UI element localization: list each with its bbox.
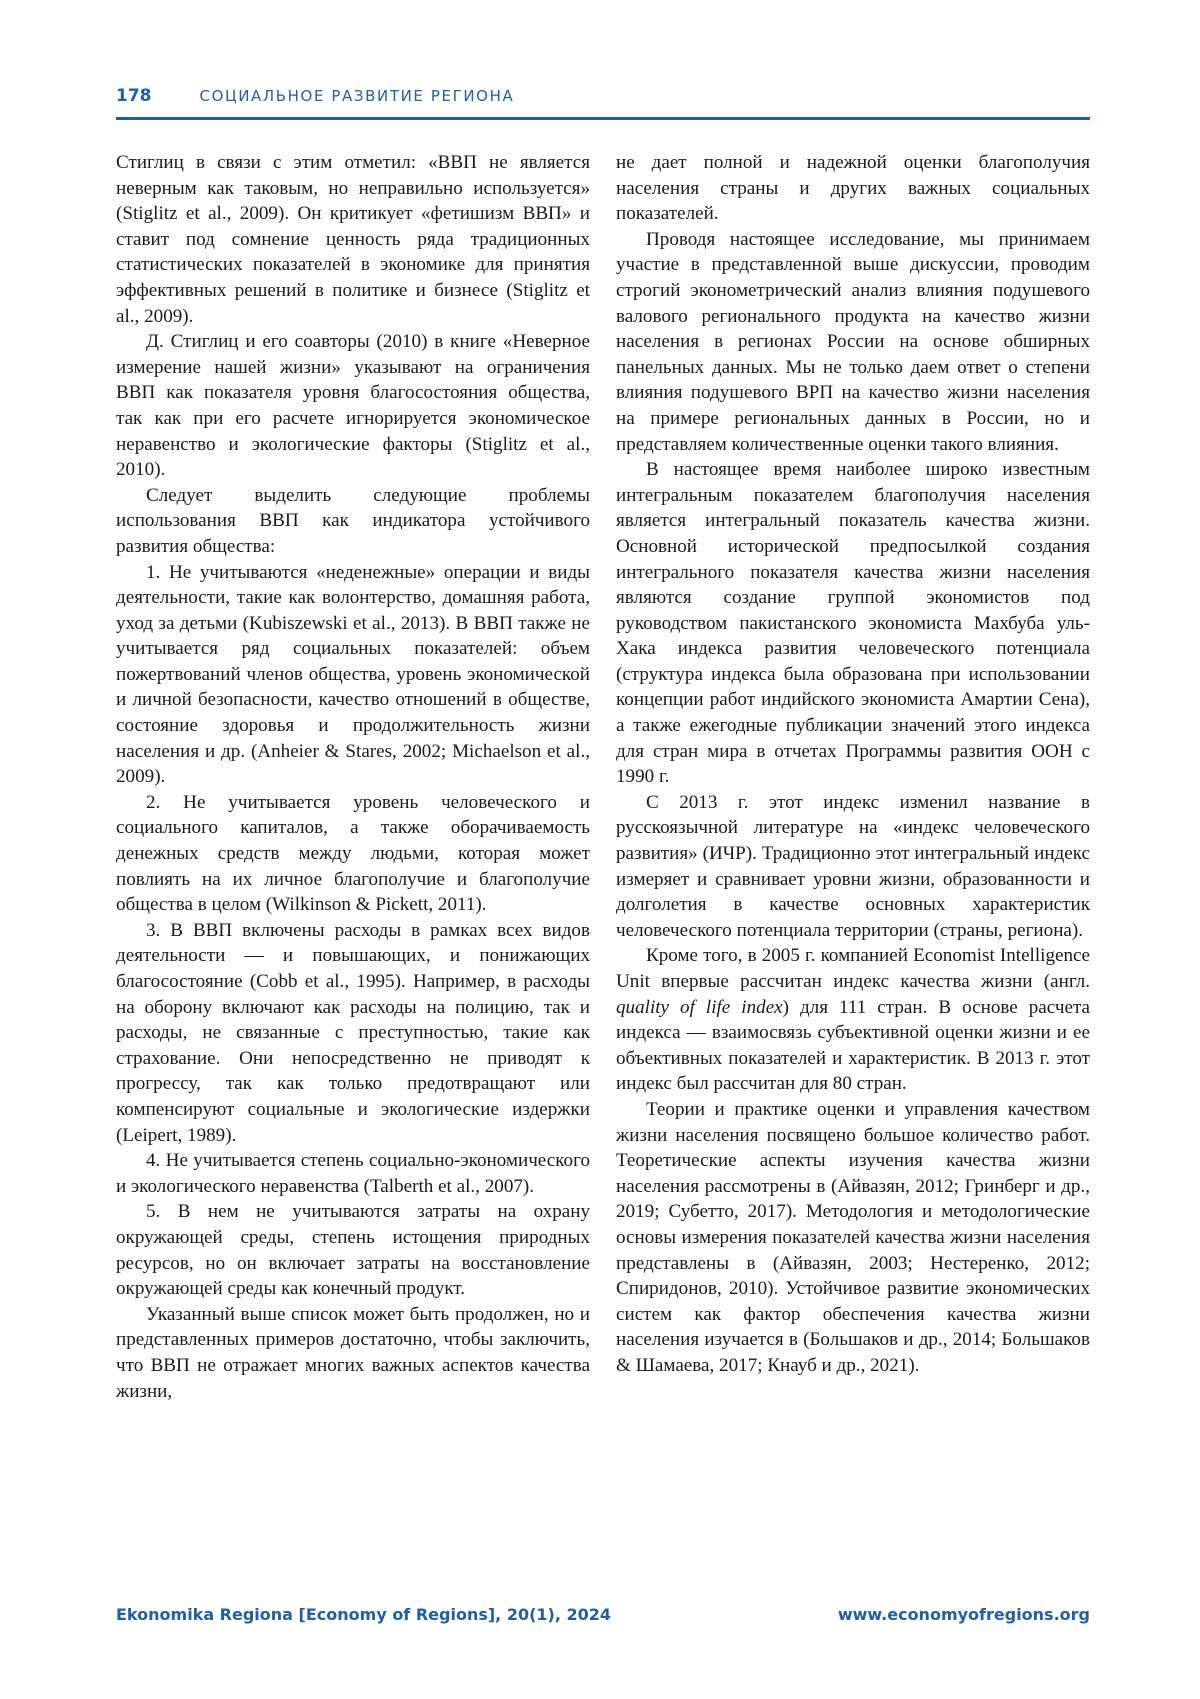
paragraph: Проводя настоящее исследование, мы принимаем участие в представленной выше дискуссии, проводим строгий эконометрический анализ влияния подушевого валового регионального продукта на качество жизни населения в регионах России на основе обширных панельных данных. Мы не только даем ответ о степени влияния подушевого ВРП на качество жизни населения на примере региональных данных в России, но и представляем количественные оценки такого влияния.	[616, 228, 1090, 455]
section-title: СОЦИАЛЬНОЕ РАЗВИТИЕ РЕГИОНА	[199, 87, 515, 105]
paragraph: Следует выделить следующие проблемы использования ВВП как индикатора устойчивого развития общества:	[116, 484, 590, 557]
page-header	[116, 86, 1090, 114]
list-item: 4. Не учитывается степень социально-экономического и экологического неравенства (Talberth et al., 2007).	[116, 1150, 590, 1197]
page-number: 178	[116, 86, 152, 106]
list-item: 3. В ВВП включены расходы в рамках всех видов деятельности — и повышающих, и понижающих благосостояние (Cobb et al., 1995). Например, в расходы на оборону включают как расходы на полицию, так и расходы, не связанные с преступностью, такие как страхование. Они непосредственно не приводят к прогрессу, так как только предотвращают или компенсируют социальные и экологические издержки (Leipert, 1989).	[116, 919, 590, 1146]
left-column	[116, 150, 590, 1404]
paragraph-text: Кроме того, в 2005 г. компанией Economist Intelligence Unit впервые рассчитан индекс качества жизни (англ.	[616, 945, 1090, 992]
italic-term: quality of life index	[616, 996, 783, 1018]
paragraph: не дает полной и надежной оценки благополучия населения страны и других важных социальных показателей.	[616, 152, 1090, 225]
journal-website-link[interactable]: www.economyofregions.org	[837, 1605, 1090, 1624]
paragraph: Стиглиц в связи с этим отметил: «ВВП не является неверным как таковым, но неправильно используется» (Stiglitz et al., 2009). Он критикует «фетишизм ВВП» и ставит под сомнение ценность ряда традиционных статистических показателей в экономике для принятия эффективных решений в политике и бизнесе (Stiglitz et al., 2009).	[116, 152, 590, 327]
paragraph: Д. Стиглиц и его соавторы (2010) в книге «Неверное измерение нашей жизни» указывают на ограничения ВВП как показателя уровня благосостояния общества, так как при его расчете игнорируется экономическое неравенство и экологические факторы (Stiglitz et al., 2010).	[116, 331, 590, 481]
list-item: 1. Не учитываются «неденежные» операции и виды деятельности, такие как волонтерство, домашняя работа, уход за детьми (Kubiszewski et al., 2013). В ВВП также не учитывается ряд социальных показателей: объем пожертвований членов общества, уровень экономической и личной безопасности, качество отношений в обществе, состояние здоровья и продолжительность жизни населения и др. (Anheier & Stares, 2002; Michaelson et al., 2009).	[116, 561, 590, 788]
right-column	[616, 150, 1090, 1379]
paragraph-text: ) для 111 стран. В основе расчета индекса — взаимосвязь субъективной оценки жизни и ее объективных показателей и характеристик. В 2013 г. этот индекс был рассчитан для 80 стран.	[616, 996, 1090, 1095]
header-rule	[116, 117, 1090, 120]
list-item: 2. Не учитывается уровень человеческого и социального капиталов, а также оборачиваемость денежных средств между людьми, которая может повлиять на их личное благополучие и благополучие общества в целом (Wilkinson & Pickett, 2011).	[116, 791, 590, 916]
journal-citation: Ekonomika Regiona [Economy of Regions], 20(1), 2024	[116, 1605, 612, 1624]
page-footer	[116, 1605, 1090, 1624]
paragraph: Указанный выше список может быть продолжен, но и представленных примеров достаточно, чтобы заключить, что ВВП не отражает многих важных аспектов качества жизни,	[116, 1303, 590, 1402]
paragraph: С 2013 г. этот индекс изменил название в русскоязычной литературе на «индекс человеческого развития» (ИЧР). Традиционно этот интегральный индекс измеряет и сравнивает уровни жизни, образованности и долголетия в качестве основных характеристик человеческого потенциала территории (страны, региона).	[616, 791, 1090, 941]
list-item: 5. В нем не учитываются затраты на охрану окружающей среды, степень истощения природных ресурсов, но он включает затраты на восстановление окружающей среды как конечный продукт.	[116, 1201, 590, 1300]
paragraph	[616, 943, 1090, 1097]
paragraph: В настоящее время наиболее широко известным интегральным показателем благополучия населения является интегральный показатель качества жизни. Основной исторической предпосылкой создания интегрального показателя качества жизни населения являются создание группой экономистов под руководством пакистанского экономиста Махбуба уль-Хака индекса развития человеческого потенциала (структура индекса была образована при использовании концепции работ индийского экономиста Амартии Сена), а также ежегодные публикации значений этого индекса для стран мира в отчетах Программы развития ООН с 1990 г.	[616, 459, 1090, 788]
paragraph: Теории и практике оценки и управления качеством жизни населения посвящено большое количество работ. Теоретические аспекты изучения качества жизни населения рассмотрены в (Айвазян, 2012; Гринберг и др., 2019; Субетто, 2017). Методология и методологические основы измерения показателей качества жизни населения представлены в (Айвазян, 2003; Нестеренко, 2012; Спиридонов, 2010). Устойчивое развитие экономических систем как фактор обеспечения качества жизни населения изучается в (Большаков и др., 2014; Большаков & Шамаева, 2017; Кнауб и др., 2021).	[616, 1098, 1090, 1376]
